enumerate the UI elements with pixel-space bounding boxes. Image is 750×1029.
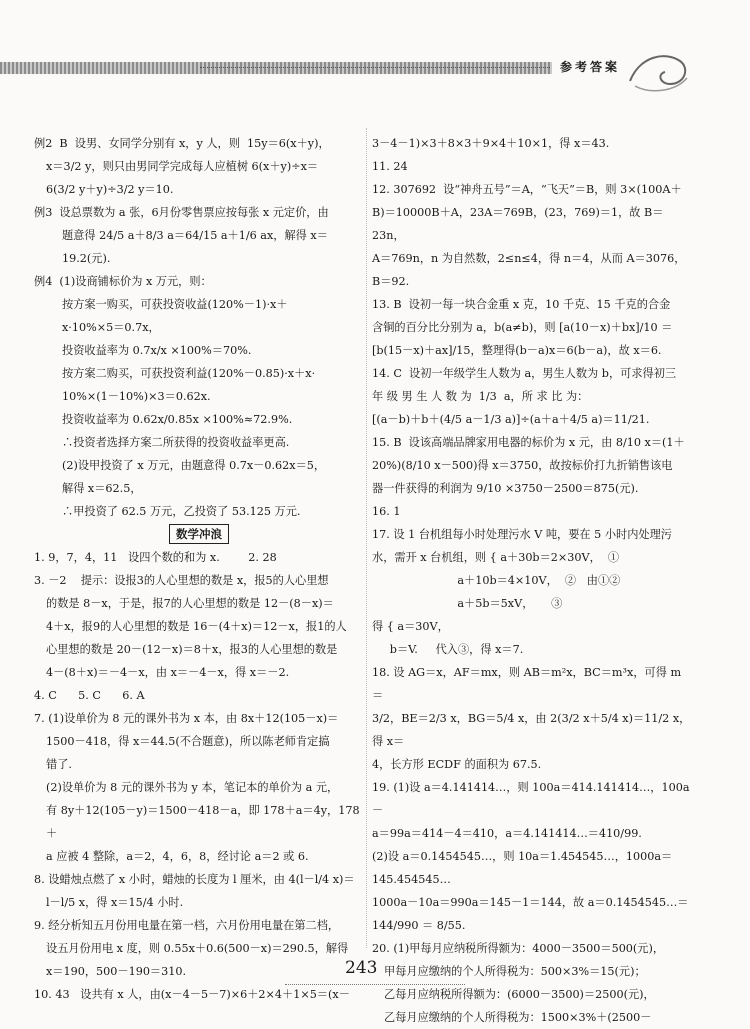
answer-line: 6(3/2 y＋y)÷3/2 y＝10. [46,183,174,196]
answer-line: (2)设甲投资了 x 万元，由题意得 0.7x－0.62x＝5， [62,459,326,472]
answer-line: 15. B 设该高端品牌家用电器的标价为 x 元，由 8/10 x＝(1＋ [372,436,685,449]
answer-line: B＝92. [372,275,410,288]
answer-line: 18. 设 AG＝x，AF＝mx，则 AB＝m²x，BC＝m³x，可得 m＝ [372,666,682,702]
answer-line: ∴甲投资了 62.5 万元，乙投资了 53.125 万元. [62,505,301,518]
answer-line: x＝3/2 y，则只由男同学完成每人应植树 6(x＋y)÷x＝ [46,160,319,173]
answer-line: a 应被 4 整除，a＝2，4，6，8，经讨论 a＝2 或 6. [46,850,309,863]
answer-line: x＝190，500－190＝310. [46,965,187,978]
answer-line: 题意得 24/5 a＋8/3 a＝64/15 a＋1/6 ax，解得 x＝19.2(元). [62,229,328,265]
answer-line: 10. 43 设共有 x 人，由(x－4－5－7)×6＋2×4＋1×5＝(x－ [34,988,350,1001]
answer-line: 年 级 男 生 人 数 为 1/3 a，所 求 比 为： [372,390,589,403]
answer-line: 得 { a＝30V， [372,620,449,633]
answer-line: 8. 设蜡烛点燃了 x 小时，蜡烛的长度为 l 厘米，由 4(l－l/4 x)＝ [34,873,355,886]
answer-line: 4－(8＋x)＝－4－x，由 x＝－4－x，得 x＝－2. [46,666,290,679]
answer-line: a＋5b＝5xV， ③ [372,597,563,610]
answer-line: 心里想的数是 20－(12－x)＝8＋x，报3的人心里想的数是 [46,643,338,656]
answer-line: 错了. [46,758,72,771]
section-heading [34,523,364,546]
answer-line: 14. C 设初一年级学生人数为 a，男生人数为 b，可求得初三 [372,367,677,380]
answer-line: 9. 经分析知五月份用电量在第一档，六月份用电量在第二档， [34,919,340,932]
answer-line: ∴投资者选择方案二所获得的投资收益率更高. [62,436,290,449]
answer-line: 例2 B 设男、女同学分别有 x，y 人，则 15y＝6(x＋y)， [34,137,330,150]
header-title: 参考答案 [560,60,621,74]
answer-line: 设五月份用电 x 度，则 0.55x＋0.6(500－x)＝290.5，解得 [46,942,349,955]
answer-line: 4. C 5. C 6. A [34,689,145,702]
answer-line: 3－4－1)×3＋8×3＋9×4＋10×1，得 x＝43. [372,137,610,150]
answer-line: 例4 (1)设商铺标价为 x 万元，则： [34,275,212,288]
answer-line: l－l/5 x，得 x＝15/4 小时. [46,896,184,909]
answer-line: b＝V. 代入③，得 x＝7. [372,643,524,656]
header-texture-band [0,62,552,74]
page-number: 243 [345,958,378,978]
answer-line: 16. 1 [372,505,401,518]
left-column [34,132,364,1006]
answer-line: B)＝10000B＋A，23A＝769B，(23，769)＝1，故 B＝23n， [372,206,664,242]
column-divider [366,128,367,948]
answer-line: [b(15－x)＋ax]/15，整理得(b－a)x＝6(b－a)，故 x＝6. [372,344,662,357]
answer-line: 144/990 ＝ 8/55. [372,919,466,932]
answer-line: 11. 24 [372,160,408,173]
answer-line: 乙每月应纳税所得额为：(6000－3500)＝2500(元)， [384,988,655,1001]
answer-line: 13. B 设初一每一块合金重 x 克，10 千克、15 千克的合金 [372,298,671,311]
answer-line: 按方案一购买，可获投资收益(120%－1)·x＋ [62,298,288,311]
answer-line: 1. 9，7，4，11 设四个数的和为 x. 2. 28 [34,551,277,564]
answer-line: 145.454545… [372,873,451,886]
answer-line: 含铜的百分比分别为 a，b(a≠b)，则 [a(10－x)＋bx]/10 ＝ [372,321,673,334]
answer-line: 17. 设 1 台机组每小时处理污水 V 吨，要在 5 小时内处理污 [372,528,672,541]
answer-line: [(a－b)＋b＋(4/5 a－1/3 a)]÷(a＋a＋4/5 a)＝11/21. [372,413,650,426]
answer-line: 7. (1)设单价为 8 元的课外书为 x 本，由 8x＋12(105－x)＝ [34,712,339,725]
answer-line: 的数是 8－x，于是，报7的人心里想的数是 12－(8－x)＝ [46,597,334,610]
answer-line: 投资收益率为 0.62x/0.85x ×100%≈72.9%. [62,413,293,426]
answer-line: 19. (1)设 a＝4.141414…，则 100a＝414.141414…，100a－ [372,781,690,817]
header-dotted-rule [200,67,550,68]
answer-line: 1500－418，得 x＝44.5(不合题意)，所以陈老师肯定搞 [46,735,330,748]
answer-line: 乙每月应缴纳的个人所得税为：1500×3%＋(2500－ [384,1011,652,1024]
answer-line: 3/2，BE＝2/3 x，BG＝5/4 x，由 2(3/2 x＋5/4 x)＝11/2 x，得 x＝ [372,712,691,748]
header-swirl-ornament [625,46,695,96]
answer-line: 12. 307692 设“神舟五号”＝A，“飞天”＝B，则 3×(100A＋ [372,183,682,196]
page-number-dotted-rule [285,984,465,985]
answer-line: 20%)(8/10 x－500)得 x＝3750，故按标价打九折销售该电 [372,459,673,472]
answer-line: A＝769n，n 为自然数，2≤n≤4，得 n＝4，从而 A＝3076， [372,252,686,265]
answer-line: 1000a－10a＝990a＝145－1＝144，故 a＝0.1454545…＝ [372,896,689,909]
answer-line: 例3 设总票数为 a 张，6月份零售票应按每张 x 元定价，由 [34,206,329,219]
answer-line: 有 8y＋12(105－y)＝1500－418－a，即 178＋a＝4y，178＋ [46,804,360,840]
answer-line: (2)设 a＝0.1454545…，则 10a＝1.454545…，1000a＝ [372,850,673,863]
answer-line: 投资收益率为 0.7x/x ×100%＝70%. [62,344,252,357]
answer-line: 3. －2 提示：设报3的人心里想的数是 x，报5的人心里想 [34,574,329,587]
answer-line: 4＋x，报9的人心里想的数是 16－(4＋x)＝12－x，报1的人 [46,620,347,633]
section-heading-text: 数学冲浪 [169,524,229,544]
answer-line: 20. (1)甲每月应纳税所得额为：4000－3500＝500(元)， [372,942,665,955]
answer-line: 甲每月应缴纳的个人所得税为：500×3%＝15(元)； [384,965,646,978]
answer-line: a＝99a＝414－4＝410，a＝4.141414…＝410/99. [372,827,642,840]
answer-line: 器一件获得的利润为 9/10 ×3750－2500＝875(元). [372,482,639,495]
answer-line: 10%×(1－10%)×3＝0.62x. [62,390,211,403]
answer-line: 解得 x＝62.5， [62,482,142,495]
answer-line: x·10%×5＝0.7x， [62,321,160,334]
answer-line: 4，长方形 ECDF 的面积为 67.5. [372,758,542,771]
right-column [372,132,692,1029]
answer-line: (2)设单价为 8 元的课外书为 y 本，笔记本的单价为 a 元， [46,781,339,794]
answer-line: a＋10b＝4×10V， ② 由①② [372,574,621,587]
answer-line: 水，需开 x 台机组，则 { a＋30b＝2×30V， ① [372,551,620,564]
answer-line: 按方案二购买，可获投资利益(120%－0.85)·x＋x· [62,367,316,380]
